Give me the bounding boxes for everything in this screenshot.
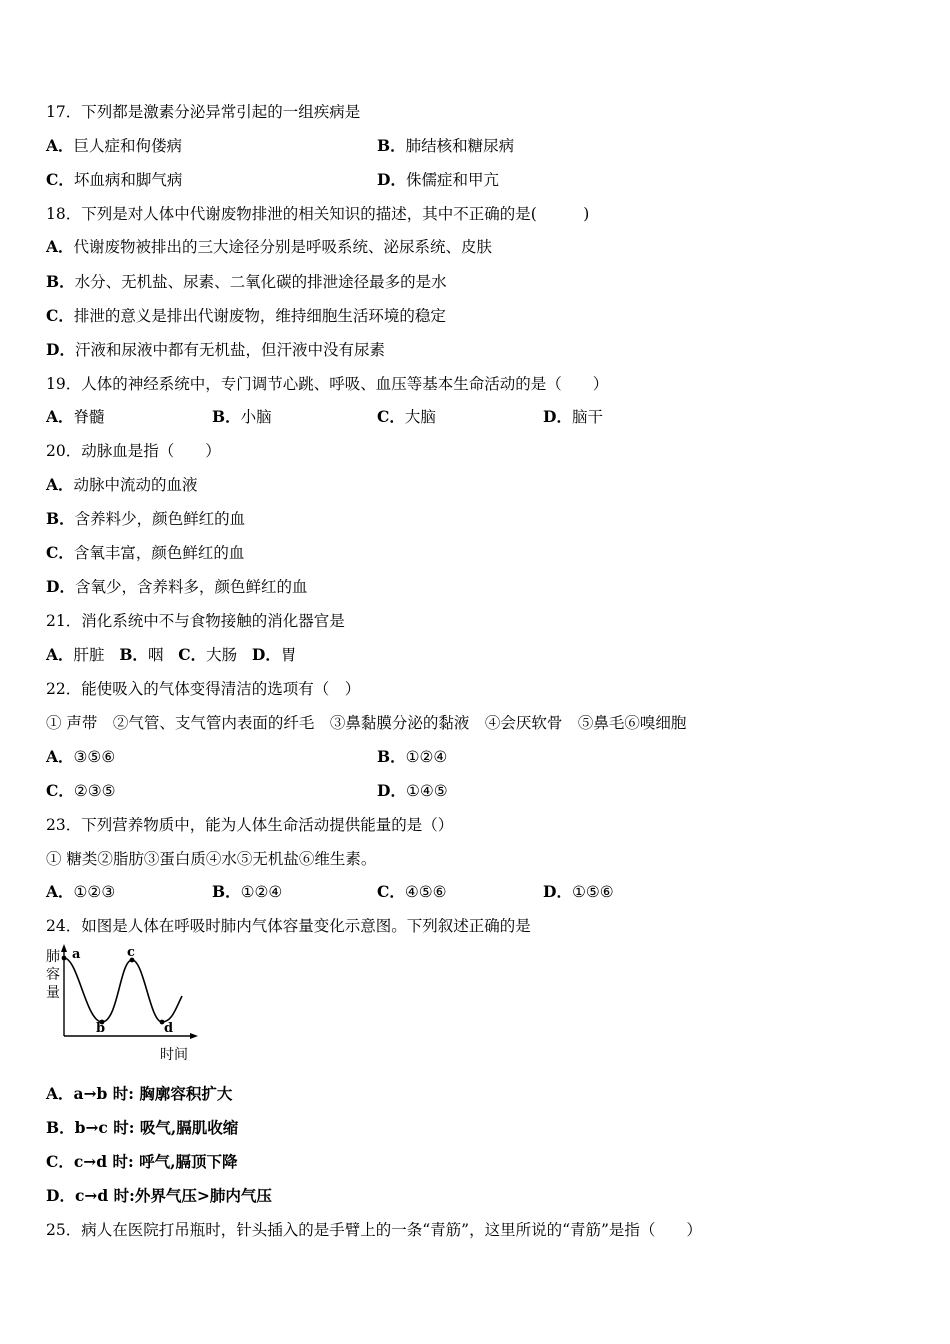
option-label: D． bbox=[46, 340, 75, 359]
q17-option-b[interactable] bbox=[377, 136, 514, 156]
q24-option-a[interactable] bbox=[46, 1084, 232, 1104]
option-label: D． bbox=[46, 1186, 75, 1205]
point-c-label: c bbox=[127, 945, 135, 960]
q21-option-b[interactable] bbox=[119, 646, 163, 664]
option-text: 含氧丰富，颜色鲜红的血 bbox=[73, 544, 245, 562]
q19-option-b[interactable] bbox=[212, 407, 272, 427]
option-text: ③⑤⑥ bbox=[73, 748, 116, 766]
option-label: B． bbox=[377, 136, 406, 155]
option-text: 坏血病和脚气病 bbox=[73, 171, 183, 189]
q18-stem: 18．下列是对人体中代谢废物排泄的相关知识的描述，其中不正确的是( ) bbox=[46, 205, 590, 223]
option-text: ①④⑤ bbox=[405, 782, 448, 800]
option-text: 含氧少，含养料多，颜色鲜红的血 bbox=[74, 578, 308, 596]
q20-option-c[interactable] bbox=[46, 543, 244, 563]
q24-option-c[interactable] bbox=[46, 1152, 238, 1172]
y-label-2: 容 bbox=[46, 967, 60, 983]
q23-option-c[interactable] bbox=[377, 882, 447, 902]
option-text: b→c 时: 吸气,膈肌收缩 bbox=[74, 1118, 239, 1137]
option-label: A． bbox=[46, 645, 74, 664]
q21-option-c[interactable] bbox=[178, 646, 237, 664]
option-text: 汗液和尿液中都有无机盐，但汗液中没有尿素 bbox=[74, 341, 385, 359]
option-text: ②③⑤ bbox=[73, 782, 116, 800]
option-label: C． bbox=[46, 1152, 74, 1171]
option-text: 水分、无机盐、尿素、二氧化碳的排泄途径最多的是水 bbox=[74, 273, 447, 291]
q19-option-a[interactable] bbox=[46, 407, 105, 427]
option-label: D． bbox=[251, 645, 281, 664]
option-label: C． bbox=[46, 543, 74, 562]
option-text: 排泄的意义是排出代谢废物，维持细胞生活环境的稳定 bbox=[73, 307, 446, 325]
q22-stem: 22．能使吸入的气体变得清洁的选项有（ ） bbox=[46, 680, 361, 698]
q22-option-d[interactable] bbox=[377, 781, 448, 801]
q23-stem: 23．下列营养物质中，能为人体生命活动提供能量的是（） bbox=[46, 816, 454, 834]
option-label: C． bbox=[377, 882, 405, 901]
q20-option-a[interactable] bbox=[46, 475, 198, 495]
option-label: D． bbox=[543, 882, 572, 901]
q22-option-c[interactable] bbox=[46, 781, 116, 801]
q22-option-a[interactable] bbox=[46, 747, 115, 767]
point-d-label: d bbox=[164, 1021, 174, 1036]
point-a-label: a bbox=[72, 947, 81, 962]
q23-option-a[interactable] bbox=[46, 882, 115, 902]
q17-stem: 17．下列都是激素分泌异常引起的一组疾病是 bbox=[46, 103, 361, 121]
q24-stem: 24．如图是人体在呼吸时肺内气体容量变化示意图。下列叙述正确的是 bbox=[46, 917, 531, 935]
q18-option-d[interactable] bbox=[46, 340, 385, 360]
option-text: c→d 时: 呼气,膈顶下降 bbox=[73, 1152, 238, 1171]
point-a bbox=[62, 956, 67, 961]
q21-stem: 21．消化系统中不与食物接触的消化器官是 bbox=[46, 612, 345, 630]
option-label: C． bbox=[46, 781, 74, 800]
q22-option-b[interactable] bbox=[377, 747, 447, 767]
q17-option-a[interactable] bbox=[46, 136, 182, 156]
q20-option-b[interactable] bbox=[46, 509, 245, 529]
option-label: C． bbox=[377, 407, 405, 426]
option-text: ①⑤⑥ bbox=[571, 883, 614, 901]
volume-curve bbox=[64, 958, 182, 1022]
option-label: A． bbox=[46, 136, 74, 155]
option-text: 含养料少，颜色鲜红的血 bbox=[74, 510, 246, 528]
option-text: ④⑤⑥ bbox=[404, 883, 447, 901]
option-label: B． bbox=[46, 1118, 75, 1137]
option-text: ①②③ bbox=[73, 883, 116, 901]
q24-option-b[interactable] bbox=[46, 1118, 238, 1138]
option-label: B． bbox=[212, 882, 241, 901]
option-label: B． bbox=[46, 509, 75, 528]
q20-stem: 20．动脉血是指（ ） bbox=[46, 442, 221, 460]
option-label: D． bbox=[46, 577, 75, 596]
q18-option-b[interactable] bbox=[46, 272, 447, 292]
q19-option-d[interactable] bbox=[543, 407, 603, 427]
option-text: 肺结核和糖尿病 bbox=[405, 137, 515, 155]
q21-options bbox=[46, 645, 296, 665]
option-label: C． bbox=[46, 170, 74, 189]
option-text: 巨人症和佝偻病 bbox=[73, 137, 183, 155]
q18-option-a[interactable] bbox=[46, 237, 492, 257]
y-axis-arrow-icon bbox=[61, 944, 67, 952]
option-text: 脊髓 bbox=[73, 408, 105, 426]
q18-option-c[interactable] bbox=[46, 306, 446, 326]
option-label: A． bbox=[46, 475, 74, 494]
q19-stem: 19．人体的神经系统中，专门调节心跳、呼吸、血压等基本生命活动的是（ ） bbox=[46, 375, 609, 393]
y-label-3: 量 bbox=[46, 985, 60, 1001]
lung-volume-diagram bbox=[40, 942, 220, 1067]
option-label: B． bbox=[377, 747, 406, 766]
q22-items: ① 声带 ②气管、支气管内表面的纤毛 ③鼻黏膜分泌的黏液 ④会厌软骨 ⑤鼻毛⑥嗅细胞 bbox=[46, 714, 687, 732]
option-text: 脑干 bbox=[571, 408, 603, 426]
option-text: a→b 时: 胸廓容积扩大 bbox=[73, 1084, 233, 1103]
option-text: 胃 bbox=[280, 646, 297, 664]
q23-option-b[interactable] bbox=[212, 882, 282, 902]
q24-option-d[interactable] bbox=[46, 1186, 272, 1206]
option-text: 大脑 bbox=[404, 408, 436, 426]
option-label: B． bbox=[212, 407, 241, 426]
option-label: D． bbox=[377, 170, 406, 189]
option-text: 小脑 bbox=[240, 408, 272, 426]
q21-option-a[interactable] bbox=[46, 646, 105, 664]
q17-option-c[interactable] bbox=[46, 170, 182, 190]
option-label: C． bbox=[46, 306, 74, 325]
x-label: 时间 bbox=[160, 1047, 188, 1063]
option-label: B． bbox=[119, 645, 148, 664]
option-text: 动脉中流动的血液 bbox=[73, 476, 198, 494]
option-text: 大肠 bbox=[206, 646, 238, 664]
q23-option-d[interactable] bbox=[543, 882, 614, 902]
option-label: C． bbox=[178, 645, 207, 664]
option-label: A． bbox=[46, 1084, 74, 1103]
option-label: A． bbox=[46, 882, 74, 901]
option-text: 咽 bbox=[147, 646, 164, 664]
option-text: 侏儒症和甲亢 bbox=[405, 171, 499, 189]
option-text: 代谢废物被排出的三大途径分别是呼吸系统、泌尿系统、皮肤 bbox=[73, 238, 493, 256]
q21-option-d[interactable] bbox=[252, 646, 296, 664]
option-text: ①②④ bbox=[240, 883, 283, 901]
option-label: A． bbox=[46, 407, 74, 426]
option-text: 肝脏 bbox=[73, 646, 105, 664]
option-label: B． bbox=[46, 272, 75, 291]
x-axis-arrow-icon bbox=[190, 1033, 198, 1039]
q20-option-d[interactable] bbox=[46, 577, 307, 597]
q19-option-c[interactable] bbox=[377, 407, 436, 427]
y-label-1: 肺 bbox=[46, 949, 60, 965]
q17-option-d[interactable] bbox=[377, 170, 499, 190]
q23-items: ① 糖类②脂肪③蛋白质④水⑤无机盐⑥维生素。 bbox=[46, 850, 377, 868]
option-label: D． bbox=[377, 781, 406, 800]
option-label: A． bbox=[46, 237, 74, 256]
q25-stem: 25．病人在医院打吊瓶时，针头插入的是手臂上的一条“青筋”，这里所说的“青筋”是指（ ） bbox=[46, 1221, 702, 1239]
option-text: ①②④ bbox=[405, 748, 448, 766]
option-label: A． bbox=[46, 747, 74, 766]
point-b-label: b bbox=[96, 1021, 106, 1036]
option-text: c→d 时:外界气压>肺内气压 bbox=[74, 1186, 272, 1205]
option-label: D． bbox=[543, 407, 572, 426]
